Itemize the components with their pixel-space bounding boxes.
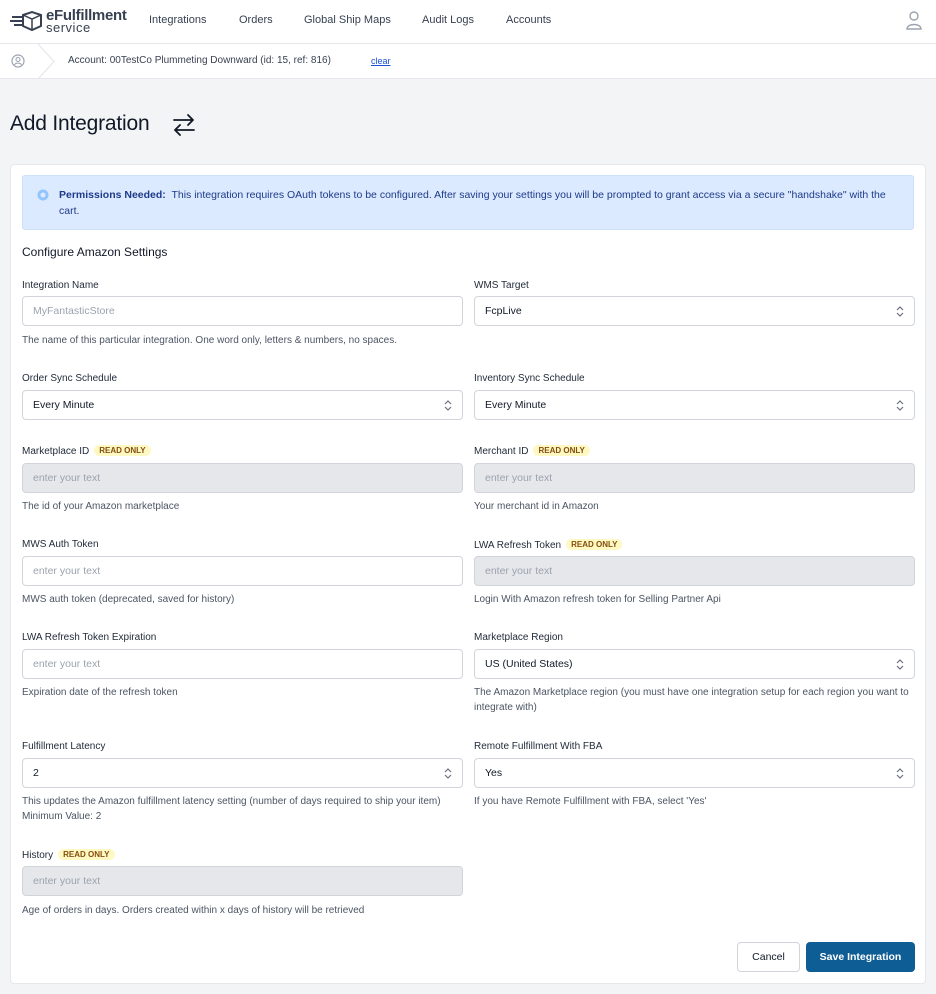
mws-token-input[interactable] (22, 556, 463, 586)
clear-account-link[interactable]: clear (371, 56, 391, 66)
wms-target-value: FcpLive (485, 305, 522, 317)
inventory-sync-value: Every Minute (485, 399, 547, 411)
select-caret-icon (444, 399, 452, 412)
alert-message (59, 188, 905, 219)
fulfillment-latency-value: 2 (33, 767, 39, 779)
logo-icon (10, 10, 44, 32)
read-only-badge: READ ONLY (533, 445, 589, 456)
lwa-refresh-input (474, 556, 915, 586)
read-only-badge: READ ONLY (94, 445, 150, 456)
select-caret-icon (444, 767, 452, 780)
section-heading: Configure Amazon Settings (22, 245, 168, 259)
merchant-id-label (474, 445, 590, 457)
lwa-expiration-label: LWA Refresh Token Expiration (22, 632, 157, 643)
order-sync-value: Every Minute (33, 399, 95, 411)
select-caret-icon (896, 767, 904, 780)
select-caret-icon (896, 658, 904, 671)
merchant-id-input (474, 463, 915, 493)
chevron-right-icon (36, 44, 56, 79)
integration-name-input[interactable] (22, 296, 463, 326)
alert-body: This integration requires OAuth tokens to be configured. After saving your settings you will be prompted to grant access via a secure "handshake" with the cart. (59, 189, 886, 217)
history-label-text: History (22, 850, 54, 861)
nav-integrations[interactable]: Integrations (149, 14, 207, 26)
brand-name: eFulfillment (46, 7, 127, 24)
nav-accounts[interactable]: Accounts (506, 14, 552, 26)
order-sync-select[interactable] (22, 390, 463, 420)
marketplace-region-value: US (United States) (485, 658, 573, 670)
order-sync-label: Order Sync Schedule (22, 373, 118, 384)
integration-name-label: Integration Name (22, 280, 99, 291)
remote-fba-value: Yes (485, 767, 503, 779)
fulfillment-latency-select[interactable] (22, 758, 463, 788)
marketplace-id-label (22, 445, 151, 457)
merchant-id-label-text: Merchant ID (474, 446, 529, 457)
fulfillment-latency-help: This updates the Amazon fulfillment latency setting (number of days required to ship your item) Minimum Value: 2 (22, 796, 441, 822)
marketplace-region-select[interactable] (474, 649, 915, 679)
swap-arrows-icon (171, 112, 197, 138)
read-only-badge: READ ONLY (58, 849, 114, 860)
nav-global-ship-maps[interactable]: Global Ship Maps (304, 14, 391, 26)
wms-target-label: WMS Target (474, 280, 529, 291)
breadcrumb-account: Account: 00TestCo Plummeting Downward (id: 15, ref: 816) (68, 55, 331, 66)
lwa-expiration-input[interactable] (22, 649, 463, 679)
fulfillment-latency-label: Fulfillment Latency (22, 741, 106, 752)
integration-name-help: The name of this particular integration. One word only, letters & numbers, no spaces. (22, 335, 397, 346)
select-caret-icon (896, 399, 904, 412)
history-help: Age of orders in days. Orders created within x days of history will be retrieved (22, 905, 365, 916)
brand-subname: service (46, 20, 91, 35)
merchant-id-help: Your merchant id in Amazon (474, 501, 599, 512)
nav-orders[interactable]: Orders (239, 14, 273, 26)
alert-title: Permissions Needed: (59, 189, 166, 201)
user-icon[interactable] (905, 10, 923, 30)
wms-target-select[interactable] (474, 296, 915, 326)
read-only-badge: READ ONLY (566, 539, 622, 550)
save-integration-button[interactable]: Save Integration (806, 942, 915, 972)
brand-logo[interactable] (10, 8, 132, 36)
lwa-expiration-help: Expiration date of the refresh token (22, 687, 178, 698)
marketplace-region-label: Marketplace Region (474, 632, 563, 643)
account-circle-icon[interactable] (11, 54, 25, 68)
top-navbar (0, 0, 936, 44)
remote-fba-help: If you have Remote Fulfillment with FBA, select 'Yes' (474, 796, 707, 807)
mws-token-help: MWS auth token (deprecated, saved for history) (22, 594, 235, 605)
marketplace-id-label-text: Marketplace ID (22, 446, 90, 457)
select-caret-icon (896, 305, 904, 318)
permissions-alert (22, 175, 914, 230)
lwa-refresh-label (474, 539, 622, 551)
page-title: Add Integration (10, 112, 150, 135)
lwa-refresh-label-text: LWA Refresh Token (474, 540, 562, 551)
nav-audit-logs[interactable]: Audit Logs (422, 14, 474, 26)
lwa-refresh-help: Login With Amazon refresh token for Selling Partner Api (474, 594, 721, 605)
history-label (22, 849, 115, 861)
inventory-sync-select[interactable] (474, 390, 915, 420)
history-input (22, 866, 463, 896)
remote-fba-label: Remote Fulfillment With FBA (474, 741, 603, 752)
remote-fba-select[interactable] (474, 758, 915, 788)
marketplace-id-input (22, 463, 463, 493)
cancel-button[interactable]: Cancel (737, 942, 800, 972)
inventory-sync-label: Inventory Sync Schedule (474, 373, 585, 384)
marketplace-id-help: The id of your Amazon marketplace (22, 501, 180, 512)
marketplace-region-help: The Amazon Marketplace region (you must have one integration setup for each region you want to integrate with) (474, 687, 909, 713)
mws-token-label: MWS Auth Token (22, 539, 99, 550)
info-icon (37, 189, 49, 201)
breadcrumb (0, 44, 936, 79)
